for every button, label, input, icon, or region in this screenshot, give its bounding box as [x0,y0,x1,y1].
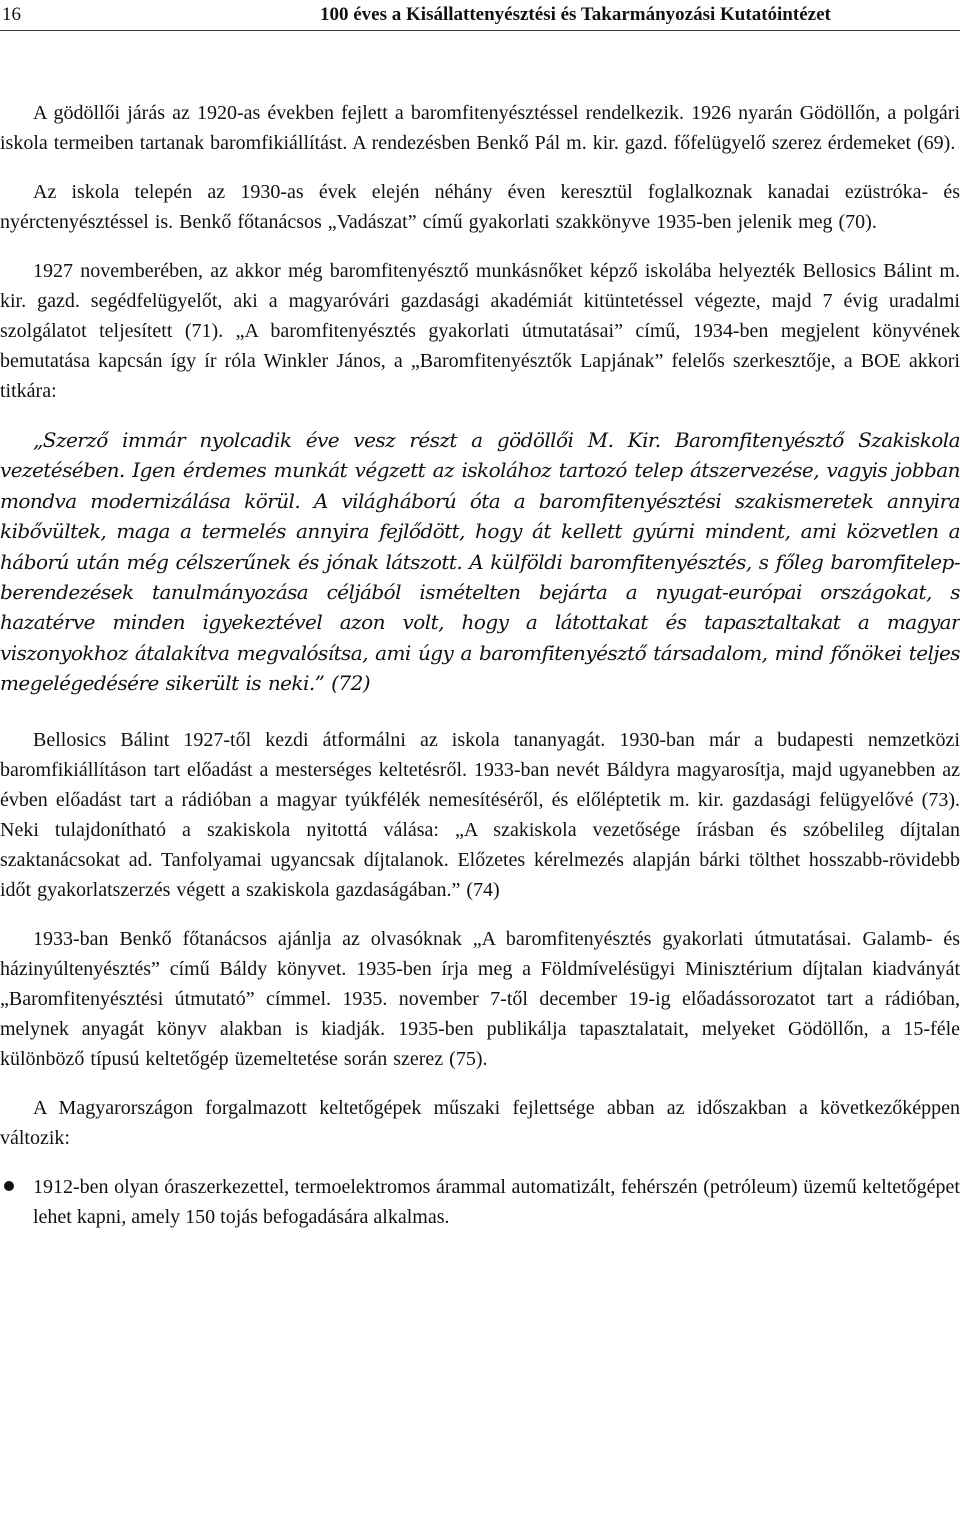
block-quote: „Szerző immár nyolcadik éve vesz részt a gödöllői M. Kir. Baromfitenyésztő Szakiskola vezetésében. Igen érdemes munkát végzett az iskolához tartozó telep átszervezése, vagyis jobban mondva modernizálása körül. A világháború óta a baromfitenyésztési szakismeretek annyira kibővültek, maga a termelés annyira fejlődött, hogy át kellett gyúrni mindent, ami közvetlen a háború után még célszerűnek és jónak látszott. A külföldi baromfitenyésztés, s főleg baromfitelep-berendezések tanulmányozása céljából ismételten bejárta a nyugat-európai országokat, s hazatérve minden igyekeztével azon volt, hogy a látottakat és tapasztaltakat a magyar viszonyokhoz átalakítva megvalósítsa, ami úgy a baromfitenyésztő társadalom, mind főnökei teljes megelégedésére sikerült is neki.” (72) [0,428,960,696]
list-item-text: 1912-ben olyan óraszerkezettel, termoelektromos árammal automatizált, fehérszén (petróleum) üzemű keltetőgépet lehet kapni, amely 150 tojás befogadására alkalmas. [33,1175,960,1228]
bullet-icon [4,1181,14,1191]
incubator-list [0,1172,960,1232]
paragraph-bellosics: 1927 novemberében, az akkor még baromfitenyésztő munkásnőket képző iskolába helyezték Bellosics Bálint m. kir. gazd. segédfelügyelőt, aki a magyaróvári gazdasági akadémiát kitüntetéssel végezte, majd 7 évig uradalmi szolgálatot teljesített (71). „A baromfitenyésztés gyakorlati útmutatásai” című, 1934-ben megjelent könyvének bemutatása kapcsán így ír róla Winkler János, a „Baromfitenyésztők Lapjának” felelős szerkesztője, a BOE akkori titkára: [0,260,960,402]
page-number: 16 [2,4,21,25]
page-header [0,4,960,34]
paragraph-fur-farming: Az iskola telepén az 1930-as évek elején néhány éven keresztül foglalkoznak kanadai ezüstróka- és nyérctenyésztéssel is. Benkő főtanácsos „Vadászat” című gyakorlati szakkönyve 1935-ben jelenik meg (70). [0,181,960,233]
paragraph-curriculum: Bellosics Bálint 1927-től kezdi átformálni az iskola tananyagát. 1930-ban már a budapesti nemzetközi baromfikiállításon tart előadást a mesterséges keltetésről. 1933-ban nevét Báldyra magyarosítja, majd ugyanebben az évben előadást tart a rádióban a magyar tyúkfélék nemesítéséről, és előléptetik m. kir. gazdasági felügyelővé (73). Neki tulajdonítható a szakiskola nyitottá válása: „A szakiskola vezetősége írásban és szóbelileg díjtalan szaktanácsokat ad. Tanfolyamai ugyancsak díjtalanok. Előzetes kérelmezés alapján bárki tölthet hosszabb-rövidebb időt gyakorlatszerzés végett a szakiskola gazdaságában.” (74) [0,728,960,901]
paragraph-incubators-intro: A Magyarországon forgalmazott keltetőgépek műszaki fejlettsége abban az időszakban a következőképpen változik: [0,1096,960,1149]
running-title: 100 éves a Kisállattenyésztési és Takarmányozási Kutatóintézet [320,4,831,25]
list-item [0,1172,960,1232]
paragraph-exhibition: A gödöllői járás az 1920-as években fejlett a baromfitenyésztéssel rendelkezik. 1926 nyarán Gödöllőn, a polgári iskola termeiben tartanak baromfikiállítást. A rendezésben Benkő Pál m. kir. gazd. főfelügyelő szerez érdemeket (69). [0,102,960,154]
paragraph-publications: 1933-ban Benkő főtanácsos ajánlja az olvasóknak „A baromfitenyésztés gyakorlati útmutatásai. Galamb- és házinyúltenyésztés” című Báldy könyvet. 1935-ben írja meg a Földmívelésügyi Minisztérium díjtalan kiadványát „Baromfitenyésztési útmutató” címmel. 1935. november 7-től december 19-ig előadássorozatot tart a rádióban, melynek anyagát könyv alakban is kiadják. 1935-ben publikálja tapasztalatait, melyeket Gödöllőn, a 15-féle különböző típusú keltetőgép üzemeltetése során szerez (75). [0,927,960,1070]
header-divider [0,30,960,31]
body-text [0,98,960,1232]
